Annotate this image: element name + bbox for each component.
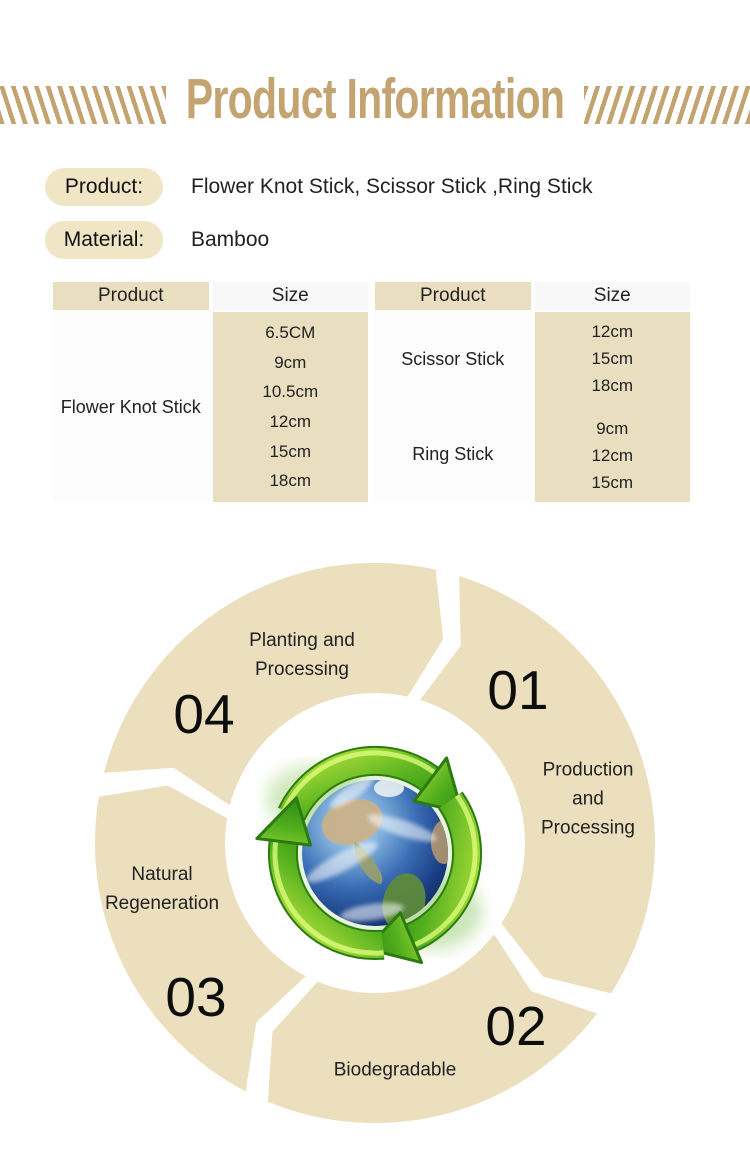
size-value: 9cm xyxy=(596,418,629,438)
size-value: 15cm xyxy=(591,472,634,492)
right-hatch-decoration xyxy=(584,86,750,124)
size-value: 12cm xyxy=(591,321,634,341)
step-label-natural-regeneration xyxy=(105,860,219,918)
size-value: 10.5cm xyxy=(262,382,319,402)
size-table-left xyxy=(53,282,368,502)
size-value: 6.5CM xyxy=(265,322,316,342)
size-value: 15cm xyxy=(269,441,312,461)
step-label-production-and-processing xyxy=(541,756,635,843)
size-value: 18cm xyxy=(591,375,634,395)
page-title: Product Information xyxy=(185,67,565,131)
step-number-3: 03 xyxy=(165,966,227,1028)
step-label-biodegradable xyxy=(334,1056,457,1085)
table-body xyxy=(53,312,368,502)
size-column xyxy=(213,312,369,502)
column-header-size: Size xyxy=(535,282,691,310)
size-value: 12cm xyxy=(269,411,312,431)
step-number-2: 02 xyxy=(485,995,547,1057)
column-header-product: Product xyxy=(53,282,209,310)
step-number-1: 01 xyxy=(487,659,549,721)
material-label-pill: Material: xyxy=(45,221,163,259)
lifecycle-diagram xyxy=(0,530,750,1175)
product-field-value: Flower Knot Stick, Scissor Stick ,Ring Stick xyxy=(191,175,593,198)
column-header-product: Product xyxy=(375,282,531,310)
product-column xyxy=(53,312,209,502)
table-header-row xyxy=(375,282,690,310)
size-value: 18cm xyxy=(269,471,312,491)
size-tables xyxy=(53,282,690,502)
product-name: Flower Knot Stick xyxy=(60,396,201,417)
product-label-pill: Product: xyxy=(45,168,163,206)
size-value: 12cm xyxy=(591,445,634,465)
step-number-4: 04 xyxy=(173,683,235,745)
step-label-planting-and-processing xyxy=(249,626,355,684)
label-line: and xyxy=(572,788,604,810)
size-table-right xyxy=(375,282,690,502)
size-column xyxy=(535,312,691,502)
label-line: Processing xyxy=(541,817,635,839)
title-banner xyxy=(0,67,750,131)
table-header-row xyxy=(53,282,368,310)
label-line: Production xyxy=(542,759,634,781)
label-line: Processing xyxy=(255,659,349,680)
earth-recycle-icon xyxy=(245,750,507,982)
size-value: 15cm xyxy=(591,348,634,368)
table-body xyxy=(375,312,690,502)
material-field-value: Bamboo xyxy=(191,228,270,251)
product-name: Scissor Stick xyxy=(401,349,505,369)
material-field-row xyxy=(45,221,269,259)
size-value: 9cm xyxy=(274,352,307,372)
label-line: Planting and xyxy=(249,630,355,651)
product-column xyxy=(375,312,531,502)
product-field-row xyxy=(45,168,592,206)
column-header-size: Size xyxy=(213,282,369,310)
label-line: Biodegradable xyxy=(333,1059,457,1081)
size-group-gap xyxy=(535,399,691,415)
product-name: Ring Stick xyxy=(412,444,494,464)
label-line: Regeneration xyxy=(104,893,220,914)
label-line: Natural xyxy=(131,864,193,885)
